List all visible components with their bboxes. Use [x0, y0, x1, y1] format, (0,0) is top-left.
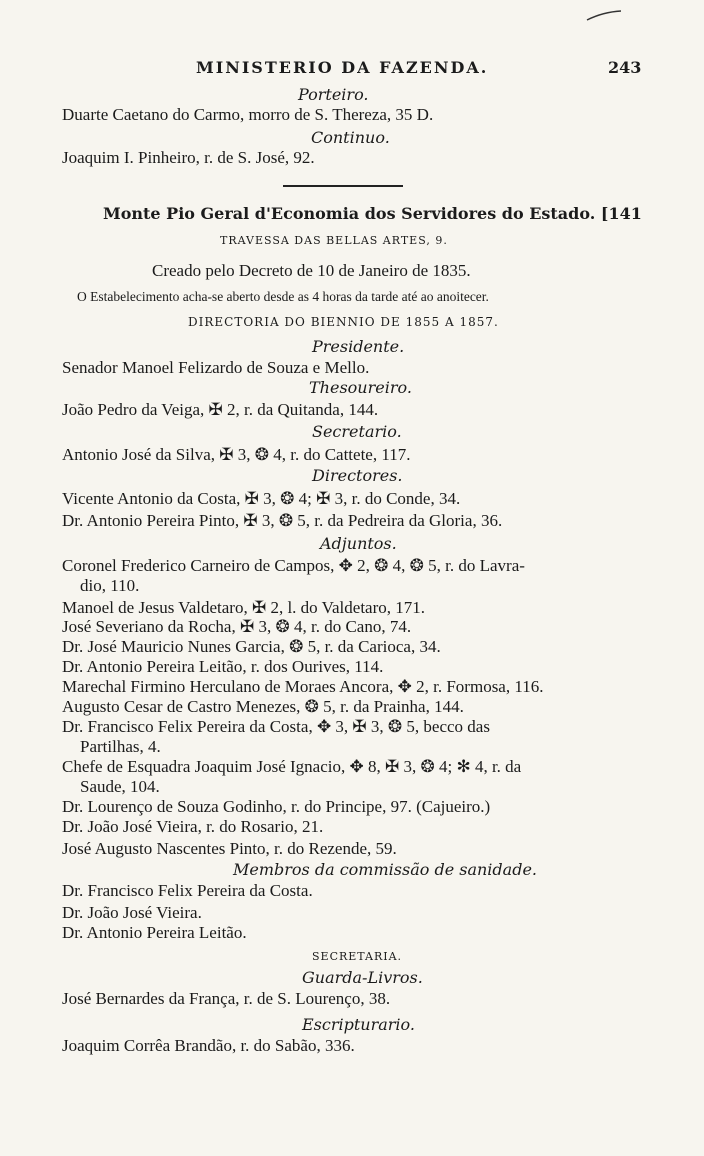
directory-entry: Marechal Firmino Herculano de Moraes Ancora, ✥ 2, r. Formosa, 116.	[62, 677, 544, 696]
role-heading: Secretario.	[312, 422, 402, 441]
directory-entry: Joaquim Corrêa Brandão, r. do Sabão, 336.	[62, 1036, 355, 1055]
directory-entry: Dr. Lourenço de Souza Godinho, r. do Principe, 97. (Cajueiro.)	[62, 797, 491, 816]
pen-stroke-mark	[585, 8, 625, 24]
section-title: Monte Pio Geral d'Economia dos Servidores do Estado. [141	[103, 204, 642, 223]
directory-entry: Dr. Francisco Felix Pereira da Costa.	[62, 881, 313, 900]
directory-entry: José Augusto Nascentes Pinto, r. do Rezende, 59.	[62, 839, 397, 858]
entry-continuation: Partilhas, 4.	[80, 737, 161, 756]
directory-entry: Vicente Antonio da Costa, ✠ 3, ❂ 4; ✠ 3, r. do Conde, 34.	[62, 489, 461, 508]
directory-entry: Dr. Antonio Pereira Leitão.	[62, 923, 247, 942]
entry-continuation: Saude, 104.	[80, 777, 160, 796]
continuo-entry: Joaquim I. Pinheiro, r. de S. José, 92.	[62, 148, 315, 167]
entry-continuation: dio, 110.	[80, 576, 140, 595]
directory-entry: Antonio José da Silva, ✠ 3, ❂ 4, r. do Cattete, 117.	[62, 445, 411, 464]
section-decree: Creado pelo Decreto de 10 de Janeiro de 1835.	[152, 261, 471, 280]
subsection-heading: SECRETARIA.	[312, 950, 403, 963]
directory-entry: José Severiano da Rocha, ✠ 3, ❂ 4, r. do Cano, 74.	[62, 617, 412, 636]
directory-entry: Dr. João José Vieira, r. do Rosario, 21.	[62, 817, 324, 836]
directory-entry: Chefe de Esquadra Joaquim José Ignacio, ✥ 8, ✠ 3, ❂ 4; ✻ 4, r. da	[62, 757, 522, 776]
directory-entry: Augusto Cesar de Castro Menezes, ❂ 5, r. da Prainha, 144.	[62, 697, 464, 716]
directory-entry: Dr. José Mauricio Nunes Garcia, ❂ 5, r. da Carioca, 34.	[62, 637, 441, 656]
continuo-heading: Continuo.	[311, 128, 390, 147]
role-heading: Guarda-Livros.	[302, 968, 423, 987]
directory-entry: Coronel Frederico Carneiro de Campos, ✥ 2, ❂ 4, ❂ 5, r. do Lavra-	[62, 556, 525, 575]
porteiro-entry: Duarte Caetano do Carmo, morro de S. Thereza, 35 D.	[62, 105, 434, 124]
page-title: MINISTERIO DA FAZENDA.	[196, 58, 489, 77]
directory-entry: Manoel de Jesus Valdetaro, ✠ 2, l. do Valdetaro, 171.	[62, 598, 425, 617]
directory-entry: Senador Manoel Felizardo de Souza e Mello.	[62, 358, 370, 377]
role-heading: Escripturario.	[302, 1015, 415, 1034]
role-heading: Membros da commissão de sanidade.	[233, 860, 537, 879]
role-heading: Thesoureiro.	[309, 378, 412, 397]
directory-entry: José Bernardes da França, r. de S. Lourenço, 38.	[62, 989, 391, 1008]
role-heading: Directores.	[312, 466, 403, 485]
page-number: 243	[608, 58, 642, 77]
directory-entry: João Pedro da Veiga, ✠ 2, r. da Quitanda, 144.	[62, 400, 379, 419]
role-heading: Adjuntos.	[320, 534, 397, 553]
section-hours: O Estabelecimento acha-se aberto desde as 4 horas da tarde até ao anoitecer.	[77, 289, 489, 304]
porteiro-heading: Porteiro.	[298, 85, 369, 104]
directory-entry: Dr. João José Vieira.	[62, 903, 202, 922]
section-directorate: DIRECTORIA DO BIENNIO DE 1855 A 1857.	[188, 315, 499, 329]
directory-entry: Dr. Antonio Pereira Pinto, ✠ 3, ❂ 5, r. da Pedreira da Gloria, 36.	[62, 511, 503, 530]
directory-entry: Dr. Antonio Pereira Leitão, r. dos Ourives, 114.	[62, 657, 384, 676]
section-divider	[283, 185, 403, 187]
section-address: TRAVESSA DAS BELLAS ARTES, 9.	[220, 234, 448, 247]
directory-entry: Dr. Francisco Felix Pereira da Costa, ✥ 3, ✠ 3, ❂ 5, becco das	[62, 717, 490, 736]
role-heading: Presidente.	[312, 337, 405, 356]
